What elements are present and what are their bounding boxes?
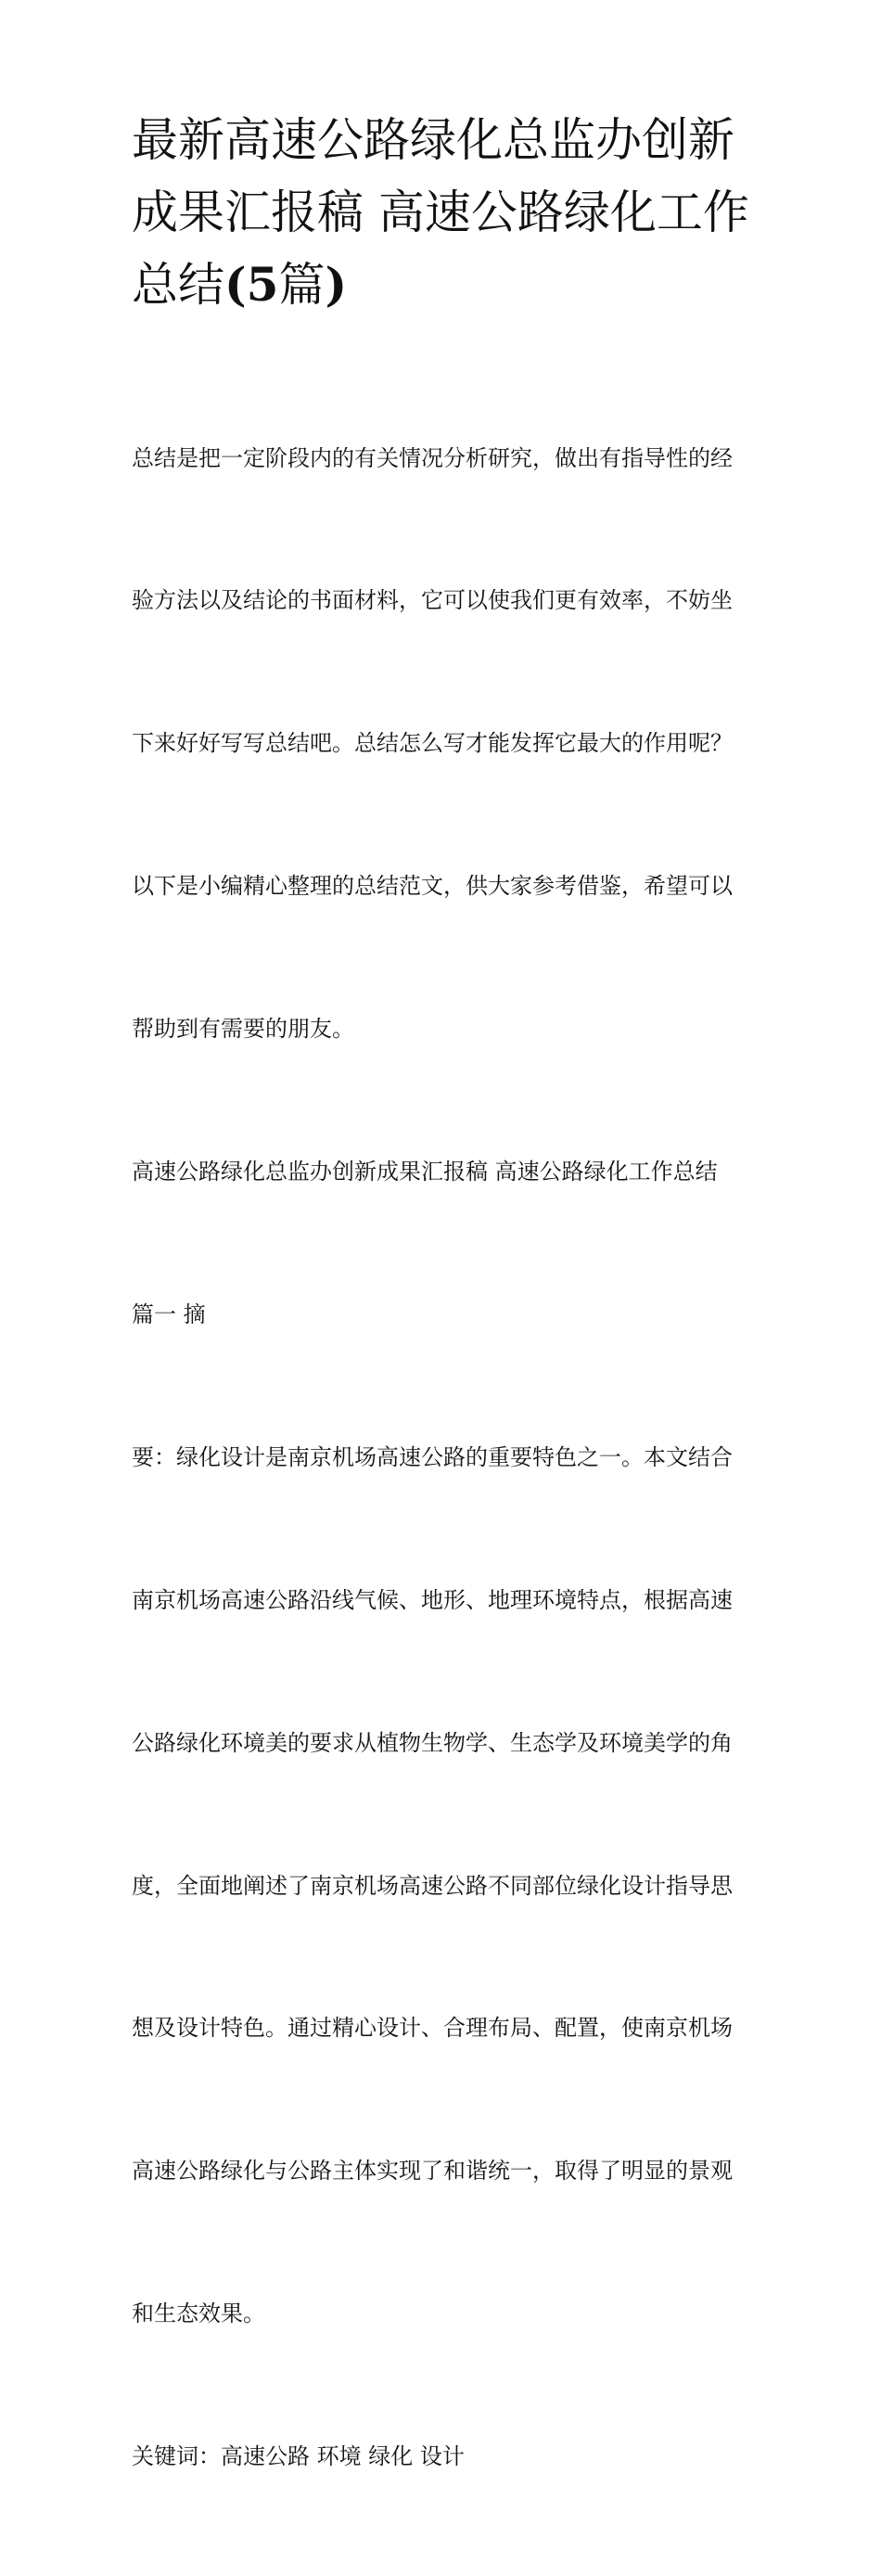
document-body — [132, 340, 755, 2576]
title-fragment: (5 — [224, 257, 279, 312]
section-heading-line: 篇一 摘 — [132, 1301, 206, 1327]
title-fragment: 总结 — [132, 258, 224, 312]
body-line: 以下是小编精心整理的总结范文，供大家参考借鉴，希望可以 — [132, 873, 733, 900]
body-line: 帮助到有需要的朋友。 — [132, 1016, 354, 1043]
title-line-1: 最新高速公路绿化总监办创新 — [132, 113, 734, 167]
document-page — [132, 104, 755, 2576]
abstract-line: 和生态效果。 — [132, 2300, 265, 2327]
title-fragment: 篇 — [278, 258, 326, 312]
title-line-3 — [132, 249, 755, 321]
abstract-line: 南京机场高速公路沿线气候、地形、地理环境特点，根据高速 — [132, 1586, 733, 1613]
keywords-line: 关键词：高速公路 环境 绿化 设计 — [132, 2443, 465, 2470]
body-line: 下来好好写写总结吧。总结怎么写才能发挥它最大的作用呢？ — [132, 730, 733, 757]
abstract-line: 公路绿化环境美的要求从植物生物学、生态学及环境美学的角 — [132, 1729, 733, 1756]
section-heading-line: 高速公路绿化总监办创新成果汇报稿 高速公路绿化工作总结 — [132, 1159, 718, 1185]
title-line-2: 成果汇报稿 高速公路绿化工作 — [132, 186, 749, 239]
abstract-line: 高速公路绿化与公路主体实现了和谐统一，取得了明显的景观 — [132, 2158, 733, 2185]
abstract-line: 要：绿化设计是南京机场高速公路的重要特色之一。本文结合 — [132, 1443, 733, 1470]
abstract-line: 想及设计特色。通过精心设计、合理布局、配置，使南京机场 — [132, 2015, 733, 2042]
body-line: 验方法以及结论的书面材料，它可以使我们更有效率，不妨坐 — [132, 587, 733, 614]
title-fragment: ) — [325, 257, 348, 312]
document-title — [132, 104, 755, 321]
abstract-line: 度，全面地阐述了南京机场高速公路不同部位绿化设计指导思 — [132, 1872, 733, 1899]
body-line: 总结是把一定阶段内的有关情况分析研究，做出有指导性的经 — [132, 444, 733, 471]
